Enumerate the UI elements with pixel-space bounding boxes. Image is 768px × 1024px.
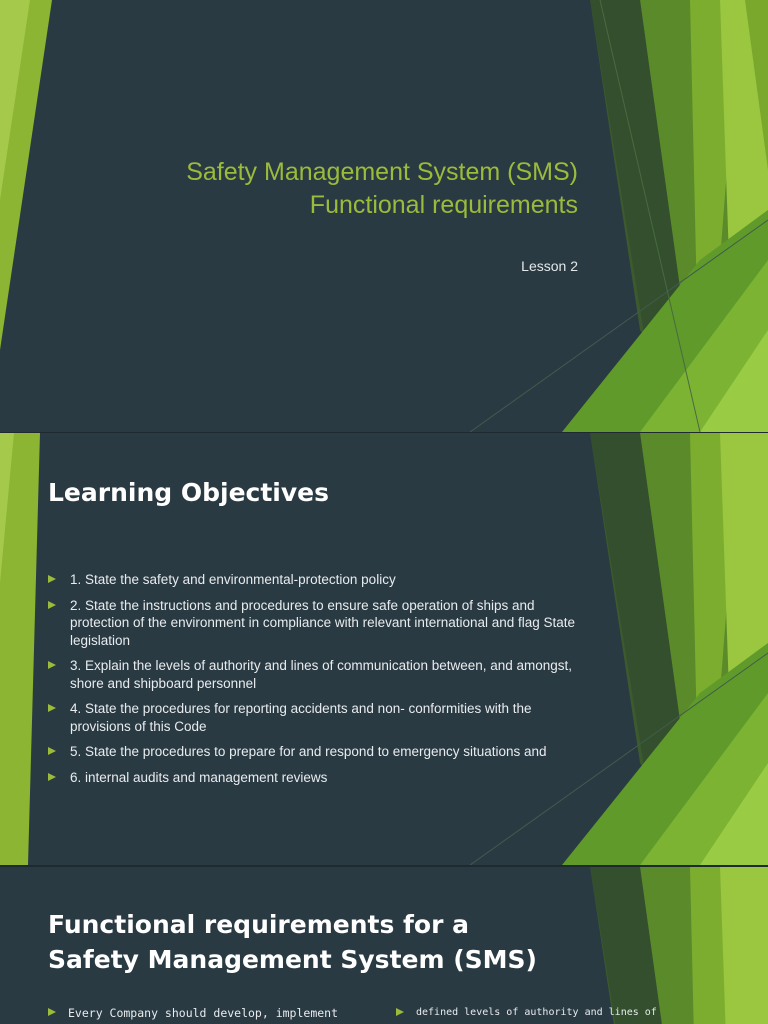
triangle-bullet-icon bbox=[396, 1008, 404, 1016]
triangle-bullet-icon bbox=[48, 601, 56, 609]
presentation-title bbox=[120, 156, 578, 222]
objectives-list bbox=[48, 571, 588, 794]
title-slide bbox=[0, 0, 768, 432]
triangle-bullet-icon bbox=[48, 747, 56, 755]
triangle-bullet-icon bbox=[48, 773, 56, 781]
list-item: 2. State the instructions and procedures to ensure safe operation of ships and protection of the environment in compliance with relevant international and flag State legislation bbox=[48, 597, 588, 650]
list-item: 3. Explain the levels of authority and lines of communication between, and amongst, shore and shipboard personnel bbox=[48, 657, 588, 692]
list-item: defined levels of authority and lines of bbox=[396, 1005, 696, 1021]
lesson-subtitle: Lesson 2 bbox=[521, 258, 578, 274]
title-line-1: Safety Management System (SMS) bbox=[186, 158, 578, 186]
triangle-bullet-icon bbox=[48, 661, 56, 669]
list-item: 1. State the safety and environmental-protection policy bbox=[48, 571, 588, 589]
objectives-slide bbox=[0, 433, 768, 865]
section-heading: Functional requirements for a Safety Management System (SMS) bbox=[48, 910, 537, 974]
right-column bbox=[396, 1005, 696, 1021]
left-column bbox=[48, 1005, 348, 1021]
title-line-2: Functional requirements bbox=[309, 191, 578, 219]
list-item: 5. State the procedures to prepare for and respond to emergency situations and bbox=[48, 743, 588, 761]
functional-requirements-slide bbox=[0, 867, 768, 1024]
section-heading: Learning Objectives bbox=[48, 478, 329, 507]
list-item: 6. internal audits and management reviews bbox=[48, 769, 588, 787]
triangle-bullet-icon bbox=[48, 704, 56, 712]
triangle-bullet-icon bbox=[48, 1008, 56, 1016]
list-item: 4. State the procedures for reporting accidents and non- conformities with the provisions of this Code bbox=[48, 700, 588, 735]
list-item: Every Company should develop, implement bbox=[48, 1005, 348, 1021]
triangle-bullet-icon bbox=[48, 575, 56, 583]
